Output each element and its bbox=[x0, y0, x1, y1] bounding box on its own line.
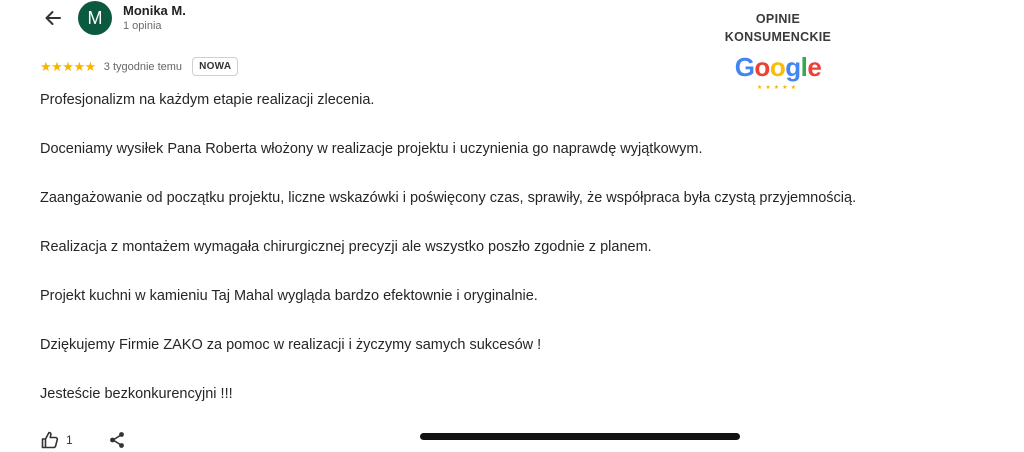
share-icon bbox=[107, 430, 127, 450]
back-button[interactable] bbox=[40, 6, 66, 30]
review-paragraph: Realizacja z montażem wymagała chirurgicznej precyzji ale wszystko poszło zgodnie z planem. bbox=[40, 239, 652, 255]
reviewer-name[interactable]: Monika M. bbox=[123, 3, 186, 18]
google-logo-letter: o bbox=[769, 52, 786, 82]
star-rating: ★★★★★ bbox=[40, 58, 96, 74]
avatar[interactable] bbox=[78, 1, 112, 35]
avatar-initial: M bbox=[87, 7, 103, 28]
review-paragraph: Doceniamy wysiłek Pana Roberta włożony w realizacje projektu i uczynienia go naprawdę wyjątkowym. bbox=[40, 141, 703, 157]
review-paragraph: Dziękujemy Firmie ZAKO za pomoc w realizacji i życzymy samych sukcesów ! bbox=[40, 337, 542, 353]
review-paragraph: Profesjonalizm na każdym etapie realizacji zlecenia. bbox=[40, 92, 375, 108]
reviewer-review-count: 1 opinia bbox=[123, 20, 162, 32]
brand-overlay bbox=[703, 10, 853, 91]
review-text bbox=[40, 89, 1000, 432]
like-count: 1 bbox=[66, 433, 73, 447]
google-logo-letter: o bbox=[754, 52, 770, 82]
google-logo bbox=[703, 52, 853, 82]
review-paragraph: Jesteście bezkonkurencyjni !!! bbox=[40, 386, 233, 402]
google-logo-letter: l bbox=[800, 52, 808, 82]
review-paragraph: Projekt kuchni w kamieniu Taj Mahal wygląda bardzo efektownie i oryginalnie. bbox=[40, 288, 538, 304]
google-logo-letter: G bbox=[734, 52, 755, 82]
arrow-left-icon bbox=[43, 8, 63, 28]
brand-stars: ★★★★★ bbox=[757, 85, 799, 91]
like-button[interactable] bbox=[40, 429, 73, 451]
new-badge: NOWA bbox=[192, 57, 238, 76]
google-logo-letter: g bbox=[785, 52, 801, 82]
share-button[interactable] bbox=[106, 429, 128, 451]
review-paragraph: Zaangażowanie od początku projektu, liczne wskazówki i poświęcony czas, sprawiły, że współpraca była czystą przyjemnością. bbox=[40, 190, 857, 206]
brand-title-line2: KONSUMENCKIE bbox=[724, 30, 832, 44]
rating-row bbox=[40, 56, 238, 77]
google-logo-letter: e bbox=[807, 52, 822, 82]
thumbs-up-icon bbox=[40, 430, 60, 450]
review-time: 3 tygodnie temu bbox=[103, 60, 183, 73]
home-indicator[interactable] bbox=[420, 433, 740, 440]
brand-title-line1: OPINIE bbox=[755, 12, 801, 26]
